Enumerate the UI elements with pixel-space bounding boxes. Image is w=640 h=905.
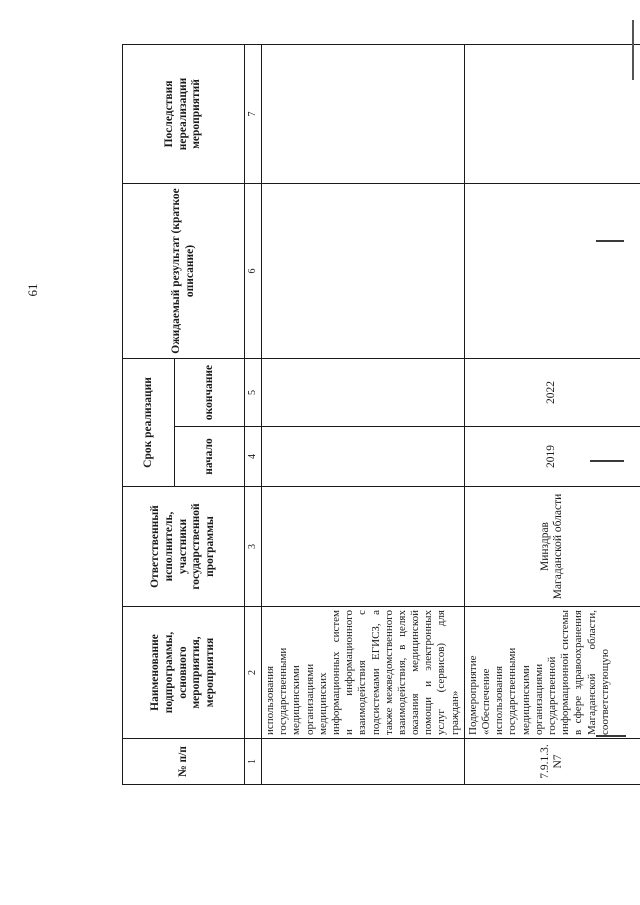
row-result bbox=[262, 183, 465, 358]
row-executor bbox=[262, 487, 465, 607]
header-row bbox=[123, 44, 175, 784]
row-result bbox=[464, 183, 640, 358]
row-start bbox=[262, 427, 465, 487]
column-number: 4 bbox=[245, 427, 262, 487]
header-consequences: Последствия нереализации мероприятий bbox=[123, 44, 245, 183]
header-num: № п/п bbox=[123, 739, 245, 785]
scan-artifact bbox=[632, 20, 634, 80]
header-end: окончание bbox=[175, 358, 245, 426]
column-number: 1 bbox=[245, 739, 262, 785]
column-number-row bbox=[245, 44, 262, 784]
column-number: 2 bbox=[245, 607, 262, 739]
rotated-table-container bbox=[122, 45, 611, 785]
row-name: использования государственными медицинскими организациями медицинских информационных систем и информационного взаимодействия с подсистемами ЕГИСЗ, а также межведомственного взаимодействия, в целях оказания медицинской помощи и электронных услуг (сервисов) для граждан» bbox=[262, 607, 465, 739]
header-result: Ожидаемый результат (краткое описание) bbox=[123, 183, 245, 358]
column-number: 5 bbox=[245, 358, 262, 426]
header-start: начало bbox=[175, 427, 245, 487]
scan-artifact bbox=[596, 240, 624, 242]
table-frame bbox=[122, 45, 611, 785]
table-row bbox=[464, 44, 640, 784]
row-num: 7.9.1.3. N7 bbox=[464, 739, 640, 785]
header-period: Срок реализации bbox=[123, 358, 175, 486]
row-executor: Минздрав Магаданской области bbox=[464, 487, 640, 607]
column-number: 7 bbox=[245, 44, 262, 183]
column-number: 6 bbox=[245, 183, 262, 358]
row-name: Подмероприятие «Обеспечение использования государственными медицинскими организациями государственной информационной системы в сфере здравоохранения Магаданской области, соответствующую bbox=[464, 607, 640, 739]
row-num bbox=[262, 739, 465, 785]
header-executor: Ответственный исполнитель, участники государственной программы bbox=[123, 487, 245, 607]
row-start: 2019 bbox=[464, 427, 640, 487]
table-row bbox=[262, 44, 465, 784]
page-number: 61 bbox=[25, 283, 40, 297]
scan-artifact bbox=[590, 460, 624, 462]
row-end: 2022 bbox=[464, 358, 640, 426]
row-consequences bbox=[464, 44, 640, 183]
column-number: 3 bbox=[245, 487, 262, 607]
header-name: Наименование подпрограммы, основного мероприятия, мероприятия bbox=[123, 607, 245, 739]
row-end bbox=[262, 358, 465, 426]
scan-artifact bbox=[596, 735, 626, 737]
row-consequences bbox=[262, 44, 465, 183]
program-table bbox=[122, 44, 640, 785]
